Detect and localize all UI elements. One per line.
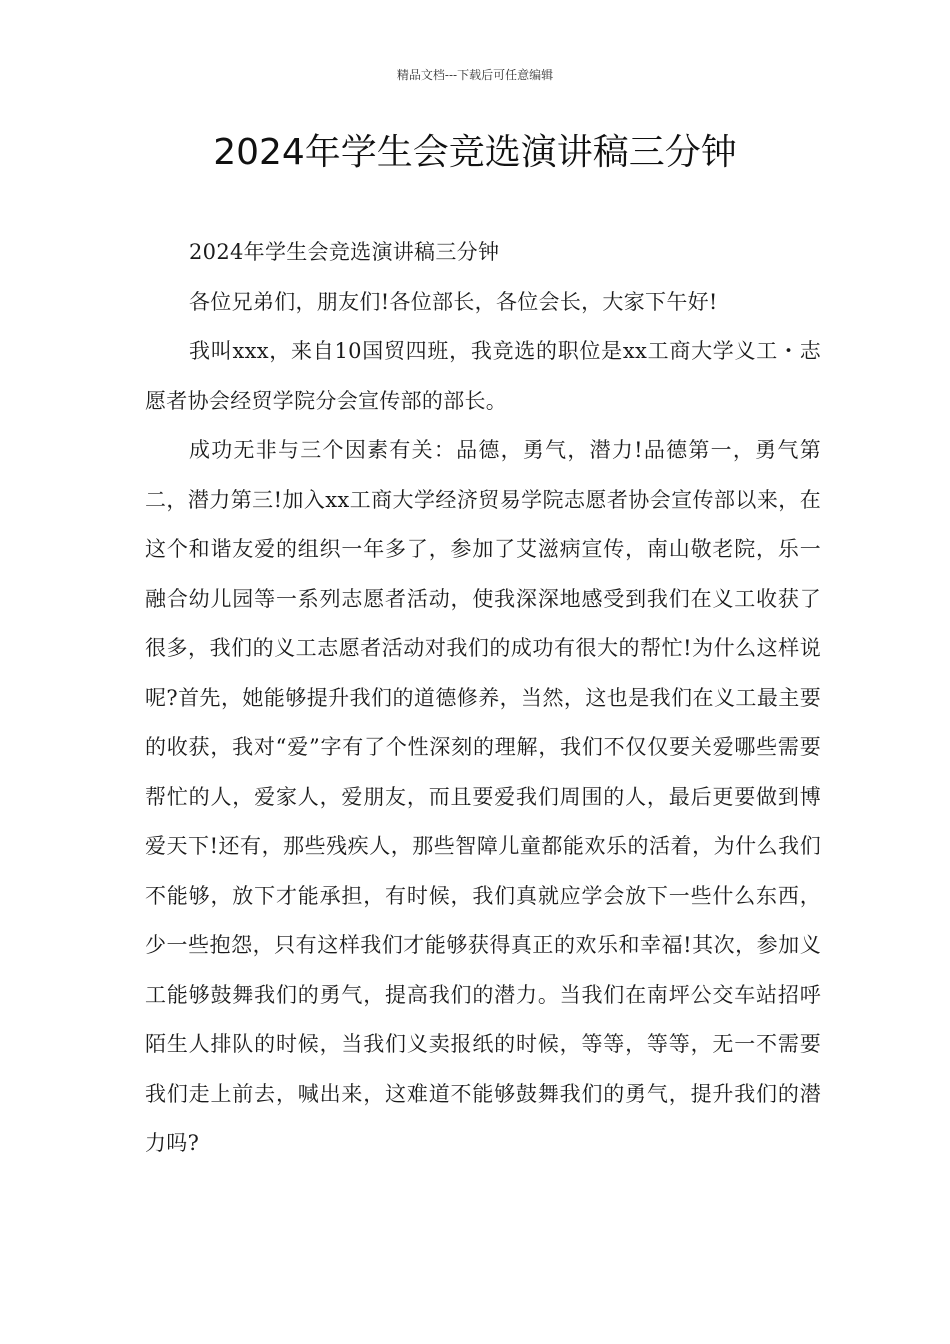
paragraph-main: 成功无非与三个因素有关：品德，勇气，潜力!品德第一，勇气第二，潜力第三!加入xx工商大学经济贸易学院志愿者协会宣传部以来，在这个和谐友爱的组织一年多了，参加了艾滋病宣传，南山敬老院，乐一融合幼儿园等一系列志愿者活动，使我深深地感受到我们在义工收获了很多，我们的义工志愿者活动对我们的成功有很大的帮忙!为什么这样说呢?首先，她能够提升我们的道德修养，当然，这也是我们在义工最主要的收获，我对“爱”字有了个性深刻的理解，我们不仅仅要关爱哪些需要帮忙的人，爱家人，爱朋友，而且要爱我们周围的人，最后更要做到博爱天下!还有，那些残疾人，那些智障儿童都能欢乐的活着，为什么我们不能够，放下才能承担，有时候，我们真就应学会放下一些什么东西，少一些抱怨，只有这样我们才能够获得真正的欢乐和幸福!其次，参加义工能够鼓舞我们的勇气，提高我们的潜力。当我们在南坪公交车站招呼陌生人排队的时候，当我们义卖报纸的时候，等等，等等，无一不需要我们走上前去，喊出来，这难道不能够鼓舞我们的勇气，提升我们的潜力吗? (145, 438, 821, 1155)
paragraph-introduction: 我叫xxx，来自10国贸四班，我竞选的职位是xx工商大学义工・志愿者协会经贸学院分会宣传部的部长。 (145, 339, 821, 413)
document-body (145, 228, 821, 1169)
header-note: 精品文档---下载后可任意编辑 (396, 68, 554, 82)
paragraph-greeting: 各位兄弟们，朋友们!各位部长，各位会长，大家下午好! (189, 289, 718, 314)
paragraph-subtitle: 2024年学生会竞选演讲稿三分钟 (189, 240, 500, 264)
document-title: 2024年学生会竞选演讲稿三分钟 (213, 132, 737, 173)
